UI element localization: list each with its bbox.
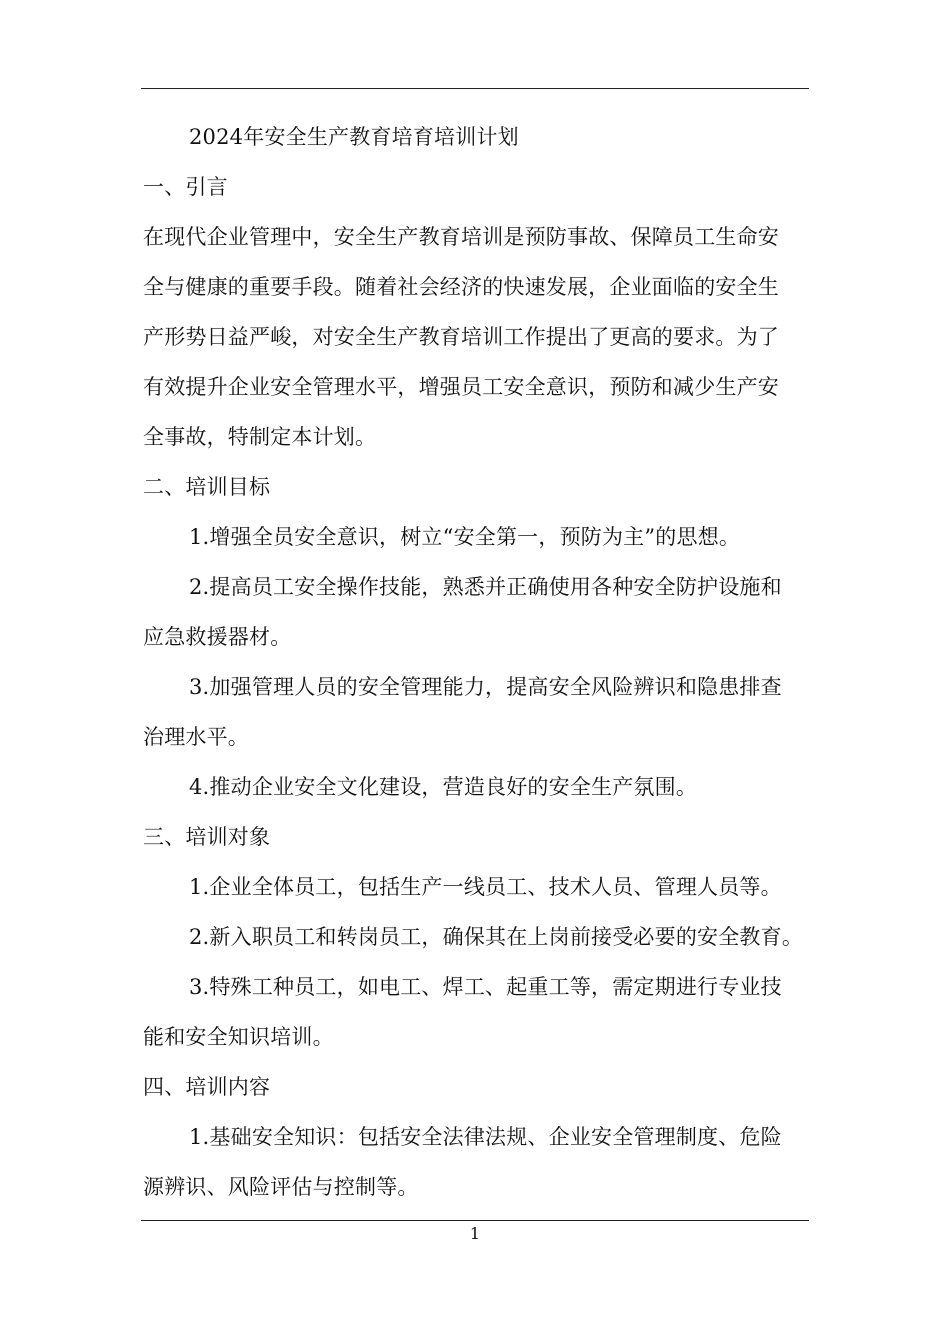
text-line: 源辨识、风险评估与控制等。 [143, 1175, 419, 1199]
text-line: 三、培训对象 [143, 825, 271, 849]
text-line: 1.增强全员安全意识，树立“安全第一，预防为主”的思想。 [189, 525, 741, 549]
text-line: 2.提高员工安全操作技能，熟悉并正确使用各种安全防护设施和 [189, 575, 782, 599]
text-line: 治理水平。 [143, 725, 249, 749]
text-line: 四、培训内容 [143, 1075, 271, 1099]
text-line: 能和安全知识培训。 [143, 1025, 334, 1049]
text-line: 在现代企业管理中，安全生产教育培训是预防事故、保障员工生命安 [143, 225, 779, 249]
text-line: 产形势日益严峻，对安全生产教育培训工作提出了更高的要求。为了 [143, 325, 779, 349]
text-line: 全与健康的重要手段。随着社会经济的快速发展，企业面临的安全生 [143, 275, 779, 299]
document-body [143, 112, 811, 1212]
text-line: 1.企业全体员工，包括生产一线员工、技术人员、管理人员等。 [189, 875, 782, 899]
document-lines [143, 162, 811, 1212]
text-line: 二、培训目标 [143, 475, 271, 499]
header-rule [141, 88, 809, 89]
page-number: 1 [469, 1224, 481, 1243]
document-title: 2024年安全生产教育培育培训计划 [189, 125, 519, 149]
text-line: 一、引言 [143, 175, 228, 199]
footer-rule [141, 1220, 809, 1221]
text-line: 3.特殊工种员工，如电工、焊工、起重工等，需定期进行专业技 [189, 975, 782, 999]
text-line: 2.新入职员工和转岗员工，确保其在上岗前接受必要的安全教育。 [189, 925, 804, 949]
text-line: 应急救援器材。 [143, 625, 292, 649]
text-line: 1.基础安全知识：包括安全法律法规、企业安全管理制度、危险 [189, 1125, 782, 1149]
text-line: 3.加强管理人员的安全管理能力，提高安全风险辨识和隐患排查 [189, 675, 782, 699]
text-line: 4.推动企业安全文化建设，营造良好的安全生产氛围。 [189, 775, 698, 799]
text-line: 有效提升企业安全管理水平，增强员工安全意识，预防和减少生产安 [143, 375, 779, 399]
text-line: 全事故，特制定本计划。 [143, 425, 377, 449]
